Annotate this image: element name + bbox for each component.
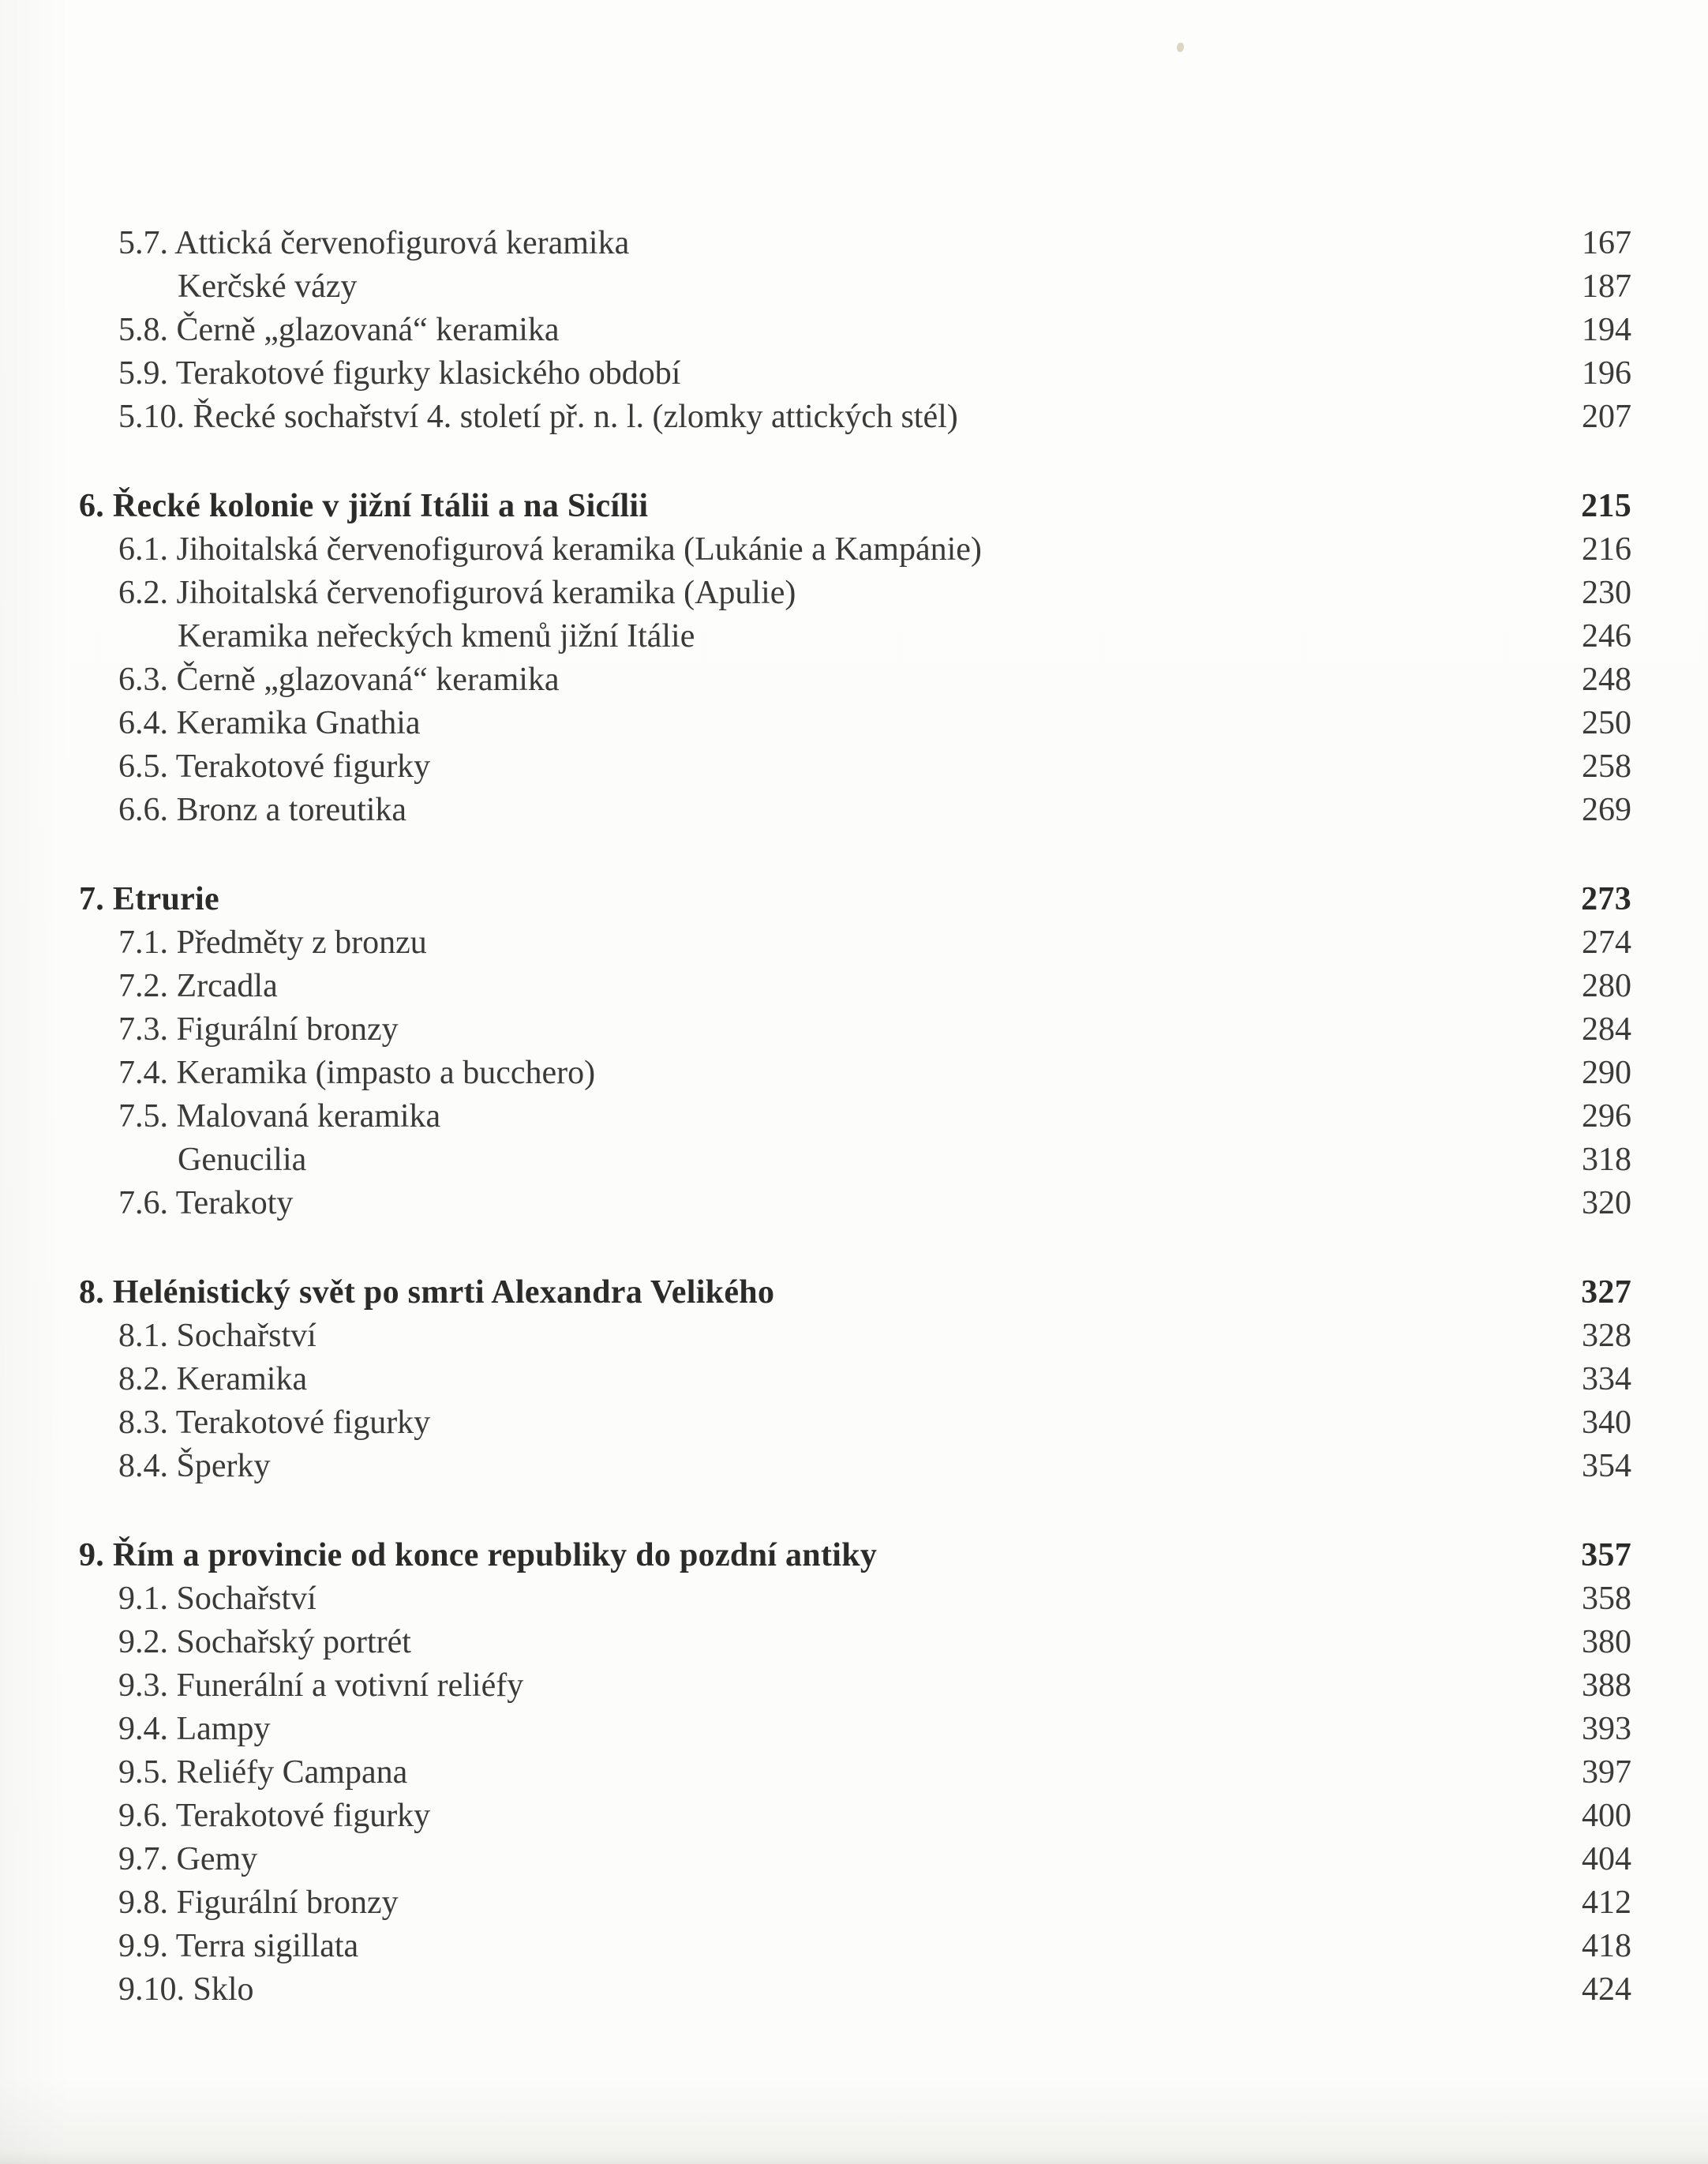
toc-group (79, 878, 1631, 1225)
toc-entry-label: 6.4. Keramika Gnathia (118, 705, 421, 741)
toc-entry-label: 9.6. Terakotové figurky (118, 1798, 431, 1834)
toc-row (79, 1315, 1631, 1358)
toc-entry-label: 9.9. Terra sigillata (118, 1928, 359, 1964)
toc-row (79, 1925, 1631, 1968)
toc-group (79, 222, 1631, 439)
toc-entry-label: 5.8. Černě „glazovaná“ keramika (118, 312, 560, 348)
toc-row (79, 265, 1631, 309)
toc-entry-page: 320 (1582, 1185, 1631, 1221)
toc-entry-page: 380 (1582, 1624, 1631, 1660)
toc-row (79, 878, 1631, 921)
toc-entry-label: Keramika neřeckých kmenů jižní Itálie (178, 618, 695, 654)
toc-entry-label: 5.9. Terakotové figurky klasického období (118, 355, 681, 392)
toc-row (79, 615, 1631, 658)
toc-entry-page: 167 (1582, 225, 1631, 261)
toc-entry-label: 8. Helénistický svět po smrti Alexandra Velikého (79, 1274, 775, 1311)
toc-entry-page: 273 (1581, 881, 1631, 917)
toc-entry-label: 6.2. Jihoitalská červenofigurová keramika (Apulie) (118, 575, 796, 611)
toc-row (79, 396, 1631, 439)
toc-entry-label: 5.7. Attická červenofigurová keramika (118, 225, 630, 261)
toc-group (79, 485, 1631, 832)
toc-row (79, 1795, 1631, 1838)
toc-entry-page: 296 (1582, 1098, 1631, 1135)
toc-entry-page: 354 (1582, 1448, 1631, 1484)
toc-group (79, 1534, 1631, 2012)
toc-entry-label: 9.4. Lampy (118, 1711, 271, 1747)
toc-entry-page: 424 (1582, 1971, 1631, 2008)
toc-entry-label: 9.7. Gemy (118, 1841, 258, 1877)
toc-entry-page: 318 (1582, 1142, 1631, 1178)
toc-entry-label: 6.6. Bronz a toreutika (118, 792, 407, 828)
toc-entry-page: 400 (1582, 1798, 1631, 1834)
toc-row (79, 1445, 1631, 1488)
toc-row (79, 352, 1631, 396)
toc-entry-page: 215 (1581, 488, 1631, 524)
toc-row (79, 1621, 1631, 1664)
toc-entry-label: 6. Řecké kolonie v jižní Itálii a na Sicílii (79, 488, 649, 524)
toc-entry-page: 258 (1582, 748, 1631, 785)
toc-entry-label: 7.4. Keramika (impasto a bucchero) (118, 1055, 596, 1091)
toc-row (79, 1751, 1631, 1795)
toc-entry-page: 194 (1582, 312, 1631, 348)
toc-entry-page: 196 (1582, 355, 1631, 392)
toc-entry-page: 418 (1582, 1928, 1631, 1964)
toc-row (79, 1881, 1631, 1925)
toc-entry-page: 357 (1581, 1537, 1631, 1573)
toc-entry-label: 7.6. Terakoty (118, 1185, 294, 1221)
toc-entry-page: 274 (1582, 924, 1631, 961)
toc-entry-label: 7.2. Zrcadla (118, 968, 278, 1004)
toc-entry-label: 9.1. Sochařství (118, 1581, 317, 1617)
toc-entry-page: 358 (1582, 1581, 1631, 1617)
toc-entry-page: 246 (1582, 618, 1631, 654)
toc-row (79, 658, 1631, 702)
toc-row (79, 1358, 1631, 1401)
toc-entry-page: 280 (1582, 968, 1631, 1004)
toc-row (79, 1138, 1631, 1182)
toc-entry-label: 7. Etrurie (79, 881, 219, 917)
toc-entry-page: 207 (1582, 399, 1631, 435)
toc-row (79, 528, 1631, 572)
toc-row (79, 1095, 1631, 1138)
toc-row (79, 572, 1631, 615)
toc-group (79, 1271, 1631, 1488)
scan-speck-artifact (1177, 43, 1184, 52)
toc-row (79, 1271, 1631, 1315)
toc-row (79, 1401, 1631, 1445)
toc-entry-page: 248 (1582, 662, 1631, 698)
toc-entry-label: 8.1. Sochařství (118, 1318, 317, 1354)
toc-entry-label: 6.5. Terakotové figurky (118, 748, 431, 785)
toc-entry-page: 388 (1582, 1667, 1631, 1704)
toc-entry-label: 9.3. Funerální a votivní reliéfy (118, 1667, 524, 1704)
toc-entry-page: 334 (1582, 1361, 1631, 1397)
toc-row (79, 789, 1631, 832)
toc-entry-label: 8.3. Terakotové figurky (118, 1405, 431, 1441)
toc-entry-page: 393 (1582, 1711, 1631, 1747)
toc-entry-page: 290 (1582, 1055, 1631, 1091)
toc-row (79, 485, 1631, 528)
toc-entry-label: 8.4. Šperky (118, 1448, 271, 1484)
toc-row (79, 1182, 1631, 1225)
toc-row (79, 309, 1631, 352)
toc-entry-page: 327 (1581, 1274, 1631, 1311)
toc-entry-page: 269 (1582, 792, 1631, 828)
toc-row (79, 745, 1631, 789)
toc-entry-label: 6.3. Černě „glazovaná“ keramika (118, 662, 560, 698)
toc-entry-page: 187 (1582, 268, 1631, 305)
toc-entry-label: Kerčské vázy (178, 268, 358, 305)
toc-entry-label: 5.10. Řecké sochařství 4. století př. n. l. (zlomky attických stél) (118, 399, 958, 435)
toc-row (79, 1968, 1631, 2012)
toc-entry-page: 216 (1582, 531, 1631, 568)
toc-row (79, 921, 1631, 965)
toc-row (79, 965, 1631, 1008)
toc-row (79, 1838, 1631, 1881)
toc-entry-page: 230 (1582, 575, 1631, 611)
toc-row (79, 1534, 1631, 1577)
toc-entry-label: 7.5. Malovaná keramika (118, 1098, 441, 1135)
toc-row (79, 222, 1631, 265)
toc-entry-label: 6.1. Jihoitalská červenofigurová keramika (Lukánie a Kampánie) (118, 531, 982, 568)
toc-entry-label: 9.10. Sklo (118, 1971, 254, 2008)
toc-entry-page: 284 (1582, 1011, 1631, 1048)
toc-row (79, 1577, 1631, 1621)
toc-entry-page: 412 (1582, 1885, 1631, 1921)
toc-entry-label: 8.2. Keramika (118, 1361, 308, 1397)
toc-row (79, 1052, 1631, 1095)
toc-entry-page: 328 (1582, 1318, 1631, 1354)
toc-row (79, 702, 1631, 745)
toc-row (79, 1008, 1631, 1052)
toc-entry-page: 397 (1582, 1754, 1631, 1791)
toc-entry-label: 9.2. Sochařský portrét (118, 1624, 411, 1660)
toc-row (79, 1664, 1631, 1708)
toc (79, 222, 1631, 2012)
toc-entry-label: 7.3. Figurální bronzy (118, 1011, 399, 1048)
toc-entry-page: 340 (1582, 1405, 1631, 1441)
toc-entry-page: 250 (1582, 705, 1631, 741)
toc-entry-page: 404 (1582, 1841, 1631, 1877)
toc-entry-label: 9. Řím a provincie od konce republiky do pozdní antiky (79, 1537, 878, 1573)
toc-entry-label: 9.5. Reliéfy Campana (118, 1754, 408, 1791)
toc-entry-label: Genucilia (178, 1142, 307, 1178)
toc-entry-label: 7.1. Předměty z bronzu (118, 924, 427, 961)
toc-entry-label: 9.8. Figurální bronzy (118, 1885, 399, 1921)
toc-row (79, 1708, 1631, 1751)
